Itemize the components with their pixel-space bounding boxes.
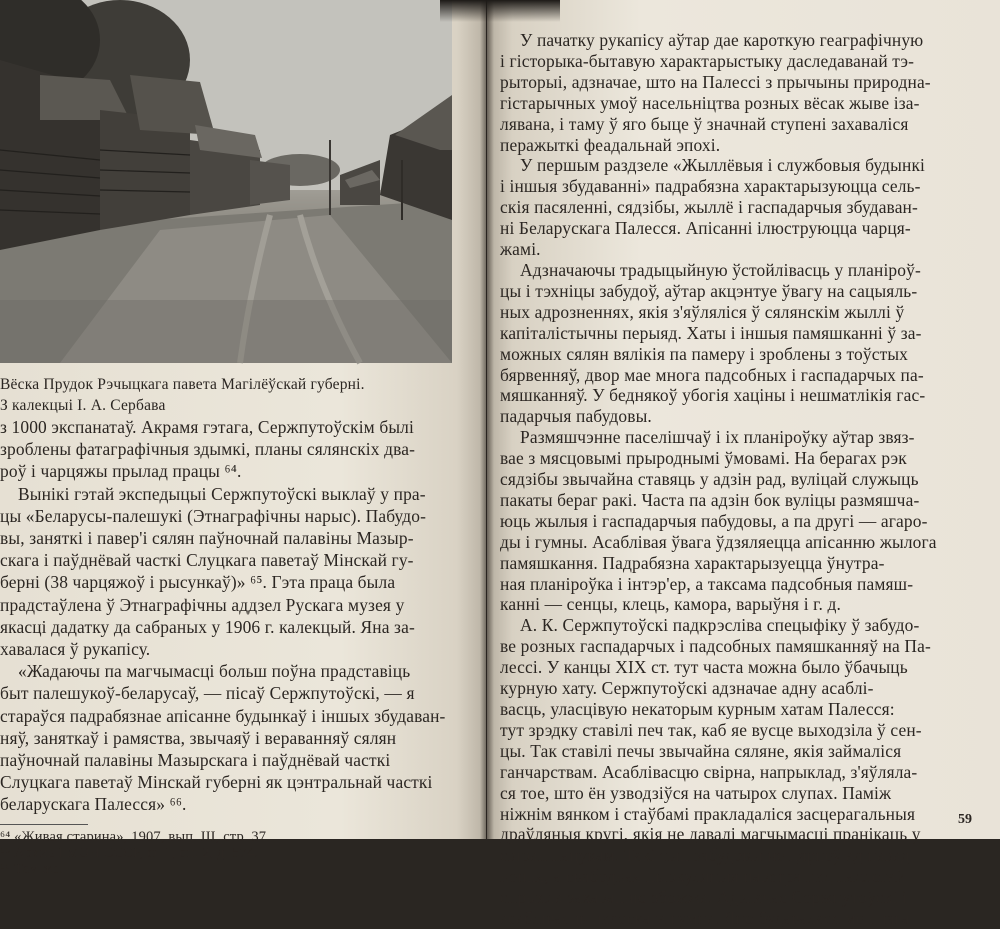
- text-line: няў, заняткаў і рамяства, звычаяў і вераванняў сялян: [0, 727, 397, 748]
- caption-line: Вёска Прудок Рэчыцкага павета Магілёўскай губерні.: [0, 376, 365, 393]
- left-body-text: [0, 416, 470, 877]
- text-line: сядзібы звычайна ставяць у адзін рад, вуліцай служыць: [500, 469, 919, 490]
- text-line: хавалася ў рукапісу.: [0, 639, 151, 660]
- text-line: асаблівасць палескага гумна. Яно будавалася меншага: [500, 908, 910, 929]
- page-number: 59: [958, 812, 972, 827]
- text-line: і гісторыка-бытавую характарыстыку даследаванай тэ-: [500, 50, 915, 71]
- text-line: з 1000 экспанатаў. Акрамя гэтага, Сержпутоўскім былі: [0, 417, 414, 437]
- text-line: вы, заняткі і павер'і сялян паўночнай палавіны Мазыр-: [0, 528, 414, 549]
- text-line: канні — сенцы, клець, камора, варыўня і г. д.: [500, 594, 841, 615]
- footnote-divider: [0, 824, 88, 825]
- text-line: скага і паўднёвай часткі Слуцкага паветаў Мінскай гу-: [0, 550, 414, 571]
- background-edge: [440, 0, 560, 22]
- text-line: зроблены фатаграфічныя здымкі, планы сялянскіх два-: [0, 439, 416, 460]
- text-line: скія пасяленні, сядзібы, жыллё і гаспадарчыя збудаван-: [500, 197, 918, 218]
- text-line: ных адрозненнях, якія з'яўляліся ў сялянскім жыллі ў: [500, 301, 905, 322]
- book-gutter: [480, 0, 494, 839]
- text-line: ве розных гаспадарчых і падсобных памяшканняў на Па-: [500, 636, 931, 657]
- text-line: мяшканняў. У беднякоў убогія хаціны і нешматлікія гас-: [500, 385, 926, 406]
- caption-line: З калекцыі І. А. Сербава: [0, 397, 166, 414]
- right-page: [487, 0, 1000, 929]
- text-line: вае з мясцовымі прыроднымі ўмовамі. На берагах рэк: [500, 448, 907, 469]
- text-line: жамі.: [500, 239, 541, 260]
- text-line: стараўся падрабязнае апісанне будынкаў і іншых збудаван-: [0, 705, 446, 726]
- text-line: паўночнай палавіны Мазырскага і паўднёвай часткі: [0, 750, 391, 771]
- text-line: быт палешукоў-беларусаў, — пісаў Сержпутоўскі, — я: [0, 683, 415, 704]
- text-line: ганчарствам. Асаблівасцю свірна, напрыклад, з'яўляла-: [500, 761, 918, 782]
- text-line: Вынікі гэтай экспедыцыі Сержпутоўскі выклаў у пра-: [18, 483, 426, 504]
- village-photo-drawing: [0, 0, 452, 363]
- text-line: лессі. У канцы XIX ст. тут часта можна было ўбачыць: [500, 657, 908, 678]
- footnotes: [0, 829, 470, 877]
- text-line: ная планіроўка і інтэр'ер, а таксама падсобныя памяш-: [500, 573, 914, 594]
- text-line: памяшкання. Падрабязна характарызуецца ўнутра-: [500, 552, 885, 573]
- text-line: роў і чарцяжы прылад працы ⁶⁴.: [0, 461, 242, 482]
- text-line: цы. Так ставілі печы звычайна сяляне, якія займаліся: [500, 740, 902, 761]
- left-page: [0, 0, 486, 877]
- text-line: ся тое, што ён узводзіўся на чатырох слупах. Паміж: [500, 782, 892, 803]
- text-line: прадстаўлена ў Этнаграфічны аддзел Рускага музея у: [0, 594, 405, 615]
- text-line: капіталістычны перыяд. Хаты і іншыя памяшканні ў за-: [500, 322, 922, 343]
- text-line: спрыяла захаванню збожжа. Адзначае Сержпутоўскі і: [500, 887, 907, 908]
- text-line: цы «Беларусы-палешукі (Этнаграфічны нарыс). Пабудо-: [0, 505, 427, 526]
- text-line: ды і гумны. Асаблівая ўвага ўдзяляецца апісанню жылога: [500, 531, 937, 552]
- text-line: Адзначаючы традыцыйную ўстойлівасць у планіроў-: [520, 259, 921, 280]
- text-line: і іншыя збудаванні» падрабязна характарызуюцца сель-: [500, 176, 921, 197]
- footnote: ⁶⁶ Там же.: [0, 860, 63, 877]
- text-line: пакаты бераг ракі. Часта па адзін бок вуліцы размяшча-: [500, 489, 920, 510]
- text-line: беларускага Палесся» ⁶⁶.: [0, 794, 187, 815]
- text-line: можных сялян вялікія па памеру і зроблены з тоўстых: [500, 343, 909, 364]
- text-line: У першым раздзеле «Жыллёвыя і службовыя будынкі: [520, 155, 926, 176]
- text-line: бярвенняў, двор мае многа падсобных і гаспадарчых па-: [500, 364, 924, 385]
- text-line: нення, а свабодная цыркуляцыя паветра пад падлогай: [500, 866, 906, 887]
- text-line: якасці дадатку да сабраных у 1906 г. калекцый. Яна за-: [0, 616, 415, 637]
- text-line: курную хату. Сержпутоўскі адзначае адну асаблі-: [500, 678, 874, 699]
- text-line: гістарычных умоў насельніцтва розных вёсак жыве ізa-: [500, 92, 920, 113]
- text-line: Размяшчэнне паселішчаў і іх планіроўку аўтар звяз-: [520, 427, 915, 448]
- right-body-text: [500, 30, 958, 929]
- village-photo: [0, 0, 452, 363]
- text-line: падарчыя пабудовы.: [500, 406, 652, 427]
- text-line: У пачатку рукапісу аўтар дае кароткую геаграфічную: [520, 30, 924, 50]
- text-line: Слуцкага паветаў Мінскай губерні як цэнтральнай часткі: [0, 772, 433, 793]
- text-line: драўляныя кругі, якія не давалі магчымасці пранікаць у: [500, 824, 921, 845]
- footnote: ⁶⁴ «Живая старина», 1907, вып. III, стр. 37.: [0, 828, 270, 845]
- text-line: юць жылыя і гаспадарчыя пабудовы, а па другі — агаро-: [500, 510, 928, 531]
- text-line: васць, уласцівую некаторым курным хатам Палесся:: [500, 699, 895, 719]
- text-line: берні (38 чарцяжоў і рысункаў)» ⁶⁵. Гэта праца была: [0, 572, 396, 593]
- text-line: рыторыі, адзначае, што на Палессі з прычыны природна-: [500, 71, 931, 92]
- text-line: ніжнім вянком і стаўбамі пракладаліся засцерагальныя: [500, 803, 916, 824]
- text-line: лявана, і таму ў яго быце ў значнай ступені захаваліся: [500, 113, 909, 134]
- text-line: А. К. Сержпутоўскі падкрэсліва спецыфіку ў забудо-: [520, 615, 920, 636]
- text-line: ні Беларускага Палесся. Апісанні ілюструюцца чарця-: [500, 218, 911, 239]
- footnote: ⁶⁵ Архив ГМЭН СССР, ф. 1, оп. 2, д. 574.: [0, 844, 259, 861]
- text-line: «Жадаючы па магчымасці больш поўна прадставіць: [18, 661, 411, 682]
- photo-caption: [0, 374, 470, 416]
- text-line: тут зрэдку ставілі печ так, каб яе вусце выходзіла ў сен-: [500, 719, 922, 740]
- text-line: свіран пацукам. Такі тып забудовы не цярпеў ад павад-: [500, 845, 916, 866]
- text-line: цы і тэхніцы забудоў, аўтар акцэнтуе ўвагу на сацыяль-: [500, 280, 918, 301]
- text-line: перажыткі феадальнай эпохі.: [500, 134, 721, 155]
